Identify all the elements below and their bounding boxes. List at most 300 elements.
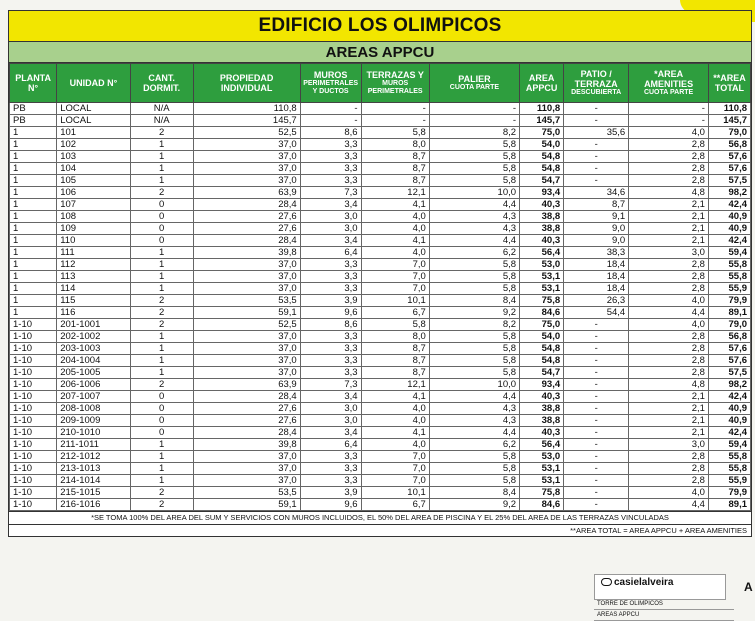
table-cell: 113 <box>57 271 130 283</box>
table-cell: 1 <box>10 139 57 151</box>
table-cell: 4,0 <box>361 415 429 427</box>
table-cell: 5,8 <box>429 283 519 295</box>
table-cell: 115 <box>57 295 130 307</box>
table-cell: 1-10 <box>10 319 57 331</box>
table-cell: 2 <box>130 307 193 319</box>
table-cell: - <box>564 367 629 379</box>
table-cell: - <box>564 439 629 451</box>
table-cell: - <box>564 175 629 187</box>
table-cell: 53,0 <box>520 259 564 271</box>
table-row <box>10 391 751 403</box>
table-cell: 2,1 <box>629 211 709 223</box>
table-cell: 2 <box>130 487 193 499</box>
table-cell: 98,2 <box>708 187 750 199</box>
column-header-sublabel: MUROS PERIMETRALES <box>367 80 423 95</box>
table-cell: 27,6 <box>193 403 300 415</box>
table-cell: 9,1 <box>564 211 629 223</box>
table-cell: N/A <box>130 103 193 115</box>
table-cell: 1-10 <box>10 343 57 355</box>
table-cell: 38,8 <box>520 211 564 223</box>
table-cell: - <box>300 103 361 115</box>
table-row <box>10 283 751 295</box>
table-cell: 3,3 <box>300 451 361 463</box>
table-cell: 53,5 <box>193 487 300 499</box>
table-cell: 1-10 <box>10 427 57 439</box>
table-cell: 42,4 <box>708 427 750 439</box>
table-cell: 40,9 <box>708 403 750 415</box>
column-header-sublabel: DESCUBIERTA <box>571 89 622 96</box>
table-cell: 56,4 <box>520 247 564 259</box>
table-cell: 1 <box>10 235 57 247</box>
table-cell: 5,8 <box>429 355 519 367</box>
column-header-sublabel: CUOTA PARTE <box>643 89 694 96</box>
table-cell: 10,1 <box>361 487 429 499</box>
table-cell: 1 <box>10 163 57 175</box>
logo-mark-icon <box>601 578 612 586</box>
table-cell: 10,1 <box>361 295 429 307</box>
table-cell: 145,7 <box>193 115 300 127</box>
table-cell: 79,0 <box>708 319 750 331</box>
table-cell: 59,1 <box>193 499 300 511</box>
table-cell: 6,4 <box>300 247 361 259</box>
table-cell: 8,7 <box>564 199 629 211</box>
table-cell: 1 <box>130 475 193 487</box>
table-cell: 2,8 <box>629 271 709 283</box>
table-cell: - <box>564 403 629 415</box>
table-cell: 53,1 <box>520 475 564 487</box>
table-cell: 9,6 <box>300 499 361 511</box>
table-cell: 5,8 <box>429 151 519 163</box>
table-cell: 2,1 <box>629 223 709 235</box>
column-header <box>629 64 709 103</box>
column-header <box>361 64 429 103</box>
table-cell: 2,8 <box>629 475 709 487</box>
table-cell: 206-1006 <box>57 379 130 391</box>
table-cell: 2 <box>130 295 193 307</box>
column-header-label: **AREA TOTAL <box>713 73 746 93</box>
table-cell: 39,8 <box>193 247 300 259</box>
table-cell: 0 <box>130 403 193 415</box>
table-cell: 1 <box>10 211 57 223</box>
table-cell: 26,3 <box>564 295 629 307</box>
table-cell: 5,8 <box>429 475 519 487</box>
footnote-amenities: *SE TOMA 100% DEL AREA DEL SUM Y SERVICIOS CON MUROS INCLUIDOS, EL 50% DEL AREA DE PISCINA Y EL 25% DEL AREA DE LAS TERRAZAS VINCULADAS <box>9 511 751 524</box>
table-cell: 1 <box>130 343 193 355</box>
table-row <box>10 463 751 475</box>
table-cell: 7,0 <box>361 475 429 487</box>
table-cell: 110,8 <box>193 103 300 115</box>
table-cell: 0 <box>130 199 193 211</box>
table-cell: 0 <box>130 235 193 247</box>
table-cell: 3,9 <box>300 295 361 307</box>
table-cell: 56,4 <box>520 439 564 451</box>
table-cell: 1 <box>10 199 57 211</box>
table-cell: 53,1 <box>520 283 564 295</box>
table-cell: 3,3 <box>300 355 361 367</box>
table-cell: - <box>564 451 629 463</box>
table-cell: 9,2 <box>429 499 519 511</box>
table-cell: 40,9 <box>708 415 750 427</box>
table-cell: 4,4 <box>429 427 519 439</box>
table-cell: 8,6 <box>300 127 361 139</box>
table-cell: - <box>564 343 629 355</box>
table-row <box>10 235 751 247</box>
table-cell: 55,8 <box>708 463 750 475</box>
table-cell: 1-10 <box>10 487 57 499</box>
table-cell: 4,4 <box>629 307 709 319</box>
table-cell: - <box>564 427 629 439</box>
table-cell: 54,8 <box>520 163 564 175</box>
table-cell: - <box>564 163 629 175</box>
table-cell: 4,4 <box>629 499 709 511</box>
table-cell: 40,3 <box>520 391 564 403</box>
table-cell: - <box>564 139 629 151</box>
table-cell: 8,6 <box>300 319 361 331</box>
table-cell: 12,1 <box>361 187 429 199</box>
table-cell: 28,4 <box>193 235 300 247</box>
table-cell: 4,1 <box>361 199 429 211</box>
table-cell: 2,8 <box>629 463 709 475</box>
column-header <box>57 64 130 103</box>
table-cell: 205-1005 <box>57 367 130 379</box>
table-cell: 57,5 <box>708 175 750 187</box>
table-cell: 5,8 <box>429 451 519 463</box>
column-header-label: *AREA AMENITIES <box>644 69 694 89</box>
table-cell: 1-10 <box>10 499 57 511</box>
table-cell: 1 <box>10 307 57 319</box>
table-cell: 4,4 <box>429 391 519 403</box>
table-cell: 3,3 <box>300 367 361 379</box>
table-cell: 55,8 <box>708 451 750 463</box>
table-cell: 1 <box>130 355 193 367</box>
table-cell: 8,2 <box>429 127 519 139</box>
table-cell: 109 <box>57 223 130 235</box>
table-row <box>10 367 751 379</box>
table-cell: - <box>429 103 519 115</box>
table-cell: 2,8 <box>629 259 709 271</box>
table-cell: 3,0 <box>629 439 709 451</box>
table-cell: 3,4 <box>300 391 361 403</box>
title-block <box>594 599 734 621</box>
table-cell: 4,8 <box>629 187 709 199</box>
table-cell: 63,9 <box>193 187 300 199</box>
table-cell: 53,0 <box>520 451 564 463</box>
table-cell: 55,8 <box>708 271 750 283</box>
table-row <box>10 307 751 319</box>
table-cell: 3,4 <box>300 235 361 247</box>
table-cell: 55,9 <box>708 283 750 295</box>
table-cell: 2,1 <box>629 403 709 415</box>
table-cell: 38,8 <box>520 223 564 235</box>
column-header <box>520 64 564 103</box>
table-cell: 4,3 <box>429 415 519 427</box>
table-cell: - <box>429 115 519 127</box>
table-cell: - <box>629 103 709 115</box>
table-cell: 6,4 <box>300 439 361 451</box>
table-cell: - <box>300 115 361 127</box>
table-cell: 1-10 <box>10 415 57 427</box>
table-cell: 1 <box>130 163 193 175</box>
column-header-label: PROPIEDAD INDIVIDUAL <box>219 73 274 93</box>
document-title: EDIFICIO LOS OLIMPICOS <box>9 11 751 42</box>
table-cell: 5,8 <box>429 139 519 151</box>
table-cell: LOCAL <box>57 103 130 115</box>
table-cell: 207-1007 <box>57 391 130 403</box>
table-cell: 4,0 <box>629 487 709 499</box>
table-cell: 2 <box>130 499 193 511</box>
table-cell: 8,2 <box>429 319 519 331</box>
table-cell: - <box>564 475 629 487</box>
table-cell: 110 <box>57 235 130 247</box>
table-row <box>10 427 751 439</box>
logo-name: casielalveira <box>614 577 674 588</box>
table-cell: 1 <box>130 139 193 151</box>
table-cell: 3,3 <box>300 343 361 355</box>
table-cell: 1 <box>130 283 193 295</box>
table-cell: 4,3 <box>429 403 519 415</box>
table-row <box>10 439 751 451</box>
table-cell: - <box>564 487 629 499</box>
table-cell: 2 <box>130 127 193 139</box>
table-cell: 37,0 <box>193 331 300 343</box>
table-cell: 209-1009 <box>57 415 130 427</box>
table-cell: 5,8 <box>429 163 519 175</box>
table-cell: 4,4 <box>429 235 519 247</box>
table-cell: 214-1014 <box>57 475 130 487</box>
table-cell: - <box>564 499 629 511</box>
areas-table <box>9 63 751 511</box>
table-cell: 57,6 <box>708 355 750 367</box>
table-cell: 4,1 <box>361 391 429 403</box>
table-cell: 5,8 <box>429 367 519 379</box>
column-header-label: TERRAZAS Y <box>366 70 424 80</box>
table-cell: 59,1 <box>193 307 300 319</box>
table-cell: 208-1008 <box>57 403 130 415</box>
table-cell: 75,0 <box>520 127 564 139</box>
table-row <box>10 271 751 283</box>
table-cell: 28,4 <box>193 199 300 211</box>
table-cell: - <box>564 391 629 403</box>
table-cell: 35,6 <box>564 127 629 139</box>
table-cell: 1 <box>130 151 193 163</box>
table-cell: 1-10 <box>10 403 57 415</box>
table-cell: 52,5 <box>193 127 300 139</box>
table-cell: - <box>564 115 629 127</box>
table-cell: 39,8 <box>193 439 300 451</box>
table-cell: 1 <box>130 247 193 259</box>
table-cell: 4,0 <box>361 223 429 235</box>
table-cell: 6,2 <box>429 439 519 451</box>
areas-sheet <box>8 10 752 537</box>
table-cell: 98,2 <box>708 379 750 391</box>
table-cell: LOCAL <box>57 115 130 127</box>
table-cell: 212-1012 <box>57 451 130 463</box>
table-row <box>10 211 751 223</box>
column-header <box>130 64 193 103</box>
table-row <box>10 499 751 511</box>
table-cell: 37,0 <box>193 163 300 175</box>
table-cell: - <box>629 115 709 127</box>
table-cell: 37,0 <box>193 271 300 283</box>
table-row <box>10 175 751 187</box>
table-cell: 3,4 <box>300 427 361 439</box>
table-cell: 4,0 <box>361 211 429 223</box>
table-cell: 1 <box>10 223 57 235</box>
table-cell: 2 <box>130 319 193 331</box>
table-cell: 8,7 <box>361 175 429 187</box>
table-cell: 42,4 <box>708 199 750 211</box>
table-cell: 10,0 <box>429 187 519 199</box>
table-cell: 38,3 <box>564 247 629 259</box>
table-cell: 2,8 <box>629 175 709 187</box>
title-block-project: TORRE DE OLIMPICOS <box>594 599 734 610</box>
table-cell: 37,0 <box>193 355 300 367</box>
table-cell: 27,6 <box>193 211 300 223</box>
table-cell: 1-10 <box>10 379 57 391</box>
table-cell: - <box>564 355 629 367</box>
table-cell: 3,3 <box>300 271 361 283</box>
table-cell: 112 <box>57 259 130 271</box>
table-row <box>10 295 751 307</box>
table-cell: 104 <box>57 163 130 175</box>
table-cell: 3,3 <box>300 259 361 271</box>
table-cell: - <box>564 463 629 475</box>
table-cell: 40,3 <box>520 427 564 439</box>
table-cell: 54,7 <box>520 175 564 187</box>
table-cell: 8,7 <box>361 343 429 355</box>
table-cell: 37,0 <box>193 343 300 355</box>
table-cell: 28,4 <box>193 391 300 403</box>
table-cell: 1 <box>130 331 193 343</box>
table-cell: 79,9 <box>708 295 750 307</box>
table-row <box>10 163 751 175</box>
table-cell: 3,0 <box>300 223 361 235</box>
table-cell: 1 <box>130 367 193 379</box>
table-header-row <box>10 64 751 103</box>
table-cell: 204-1004 <box>57 355 130 367</box>
table-cell: 1-10 <box>10 367 57 379</box>
table-cell: 75,8 <box>520 487 564 499</box>
table-cell: 56,8 <box>708 331 750 343</box>
table-cell: 9,6 <box>300 307 361 319</box>
table-cell: 1 <box>10 271 57 283</box>
table-cell: 4,0 <box>629 319 709 331</box>
table-cell: - <box>361 103 429 115</box>
title-block-letter: A <box>744 580 753 594</box>
table-cell: 145,7 <box>708 115 750 127</box>
table-cell: PB <box>10 115 57 127</box>
table-cell: 3,3 <box>300 475 361 487</box>
table-cell: 34,6 <box>564 187 629 199</box>
table-cell: 105 <box>57 175 130 187</box>
table-cell: 40,3 <box>520 235 564 247</box>
table-cell: 37,0 <box>193 367 300 379</box>
table-cell: 5,8 <box>361 127 429 139</box>
table-cell: 54,4 <box>564 307 629 319</box>
table-cell: - <box>361 115 429 127</box>
column-header-label: MUROS <box>313 70 348 80</box>
table-cell: 7,0 <box>361 259 429 271</box>
table-cell: 4,1 <box>361 427 429 439</box>
table-cell: 53,1 <box>520 463 564 475</box>
table-cell: 3,3 <box>300 163 361 175</box>
table-cell: - <box>564 103 629 115</box>
table-cell: 2,1 <box>629 235 709 247</box>
table-row <box>10 139 751 151</box>
table-cell: 18,4 <box>564 271 629 283</box>
table-cell: 0 <box>130 391 193 403</box>
table-cell: 1 <box>130 439 193 451</box>
table-cell: 1 <box>10 295 57 307</box>
table-cell: 42,4 <box>708 391 750 403</box>
table-cell: 40,3 <box>520 199 564 211</box>
table-cell: 2,8 <box>629 355 709 367</box>
table-row <box>10 247 751 259</box>
table-row <box>10 187 751 199</box>
column-header <box>429 64 519 103</box>
title-block-sheet: AREAS APPCU <box>594 610 734 621</box>
column-header <box>10 64 57 103</box>
table-cell: 54,8 <box>520 343 564 355</box>
table-cell: 38,8 <box>520 403 564 415</box>
table-row <box>10 487 751 499</box>
table-cell: 79,9 <box>708 487 750 499</box>
table-cell: 1 <box>130 175 193 187</box>
table-cell: 5,8 <box>429 331 519 343</box>
table-cell: 3,3 <box>300 283 361 295</box>
table-cell: 2,8 <box>629 151 709 163</box>
table-cell: 40,9 <box>708 211 750 223</box>
table-row <box>10 331 751 343</box>
table-cell: 5,8 <box>429 343 519 355</box>
table-cell: 4,8 <box>629 379 709 391</box>
table-cell: 8,7 <box>361 367 429 379</box>
table-cell: 107 <box>57 199 130 211</box>
table-cell: 4,3 <box>429 211 519 223</box>
table-cell: 2,8 <box>629 451 709 463</box>
table-cell: 4,4 <box>429 199 519 211</box>
table-cell: 53,5 <box>193 295 300 307</box>
table-cell: 4,3 <box>429 223 519 235</box>
table-cell: 3,0 <box>629 247 709 259</box>
table-cell: 40,9 <box>708 223 750 235</box>
table-cell: 53,1 <box>520 271 564 283</box>
table-cell: 6,2 <box>429 247 519 259</box>
table-cell: 54,7 <box>520 367 564 379</box>
table-cell: 2,1 <box>629 427 709 439</box>
company-logo <box>594 574 726 600</box>
document-subtitle: AREAS APPCU <box>9 42 751 63</box>
table-cell: 2,8 <box>629 283 709 295</box>
table-cell: 93,4 <box>520 379 564 391</box>
table-cell: 37,0 <box>193 259 300 271</box>
table-row <box>10 103 751 115</box>
column-header-sublabel: CUOTA PARTE <box>449 84 500 91</box>
table-cell: 8,4 <box>429 487 519 499</box>
table-cell: 75,8 <box>520 295 564 307</box>
table-cell: 4,0 <box>361 439 429 451</box>
table-cell: 2 <box>130 187 193 199</box>
table-cell: 9,2 <box>429 307 519 319</box>
table-cell: 10,0 <box>429 379 519 391</box>
table-row <box>10 403 751 415</box>
table-row <box>10 319 751 331</box>
table-cell: 1-10 <box>10 451 57 463</box>
table-cell: 3,3 <box>300 331 361 343</box>
table-cell: 12,1 <box>361 379 429 391</box>
table-cell: 8,0 <box>361 331 429 343</box>
table-cell: 4,1 <box>361 235 429 247</box>
